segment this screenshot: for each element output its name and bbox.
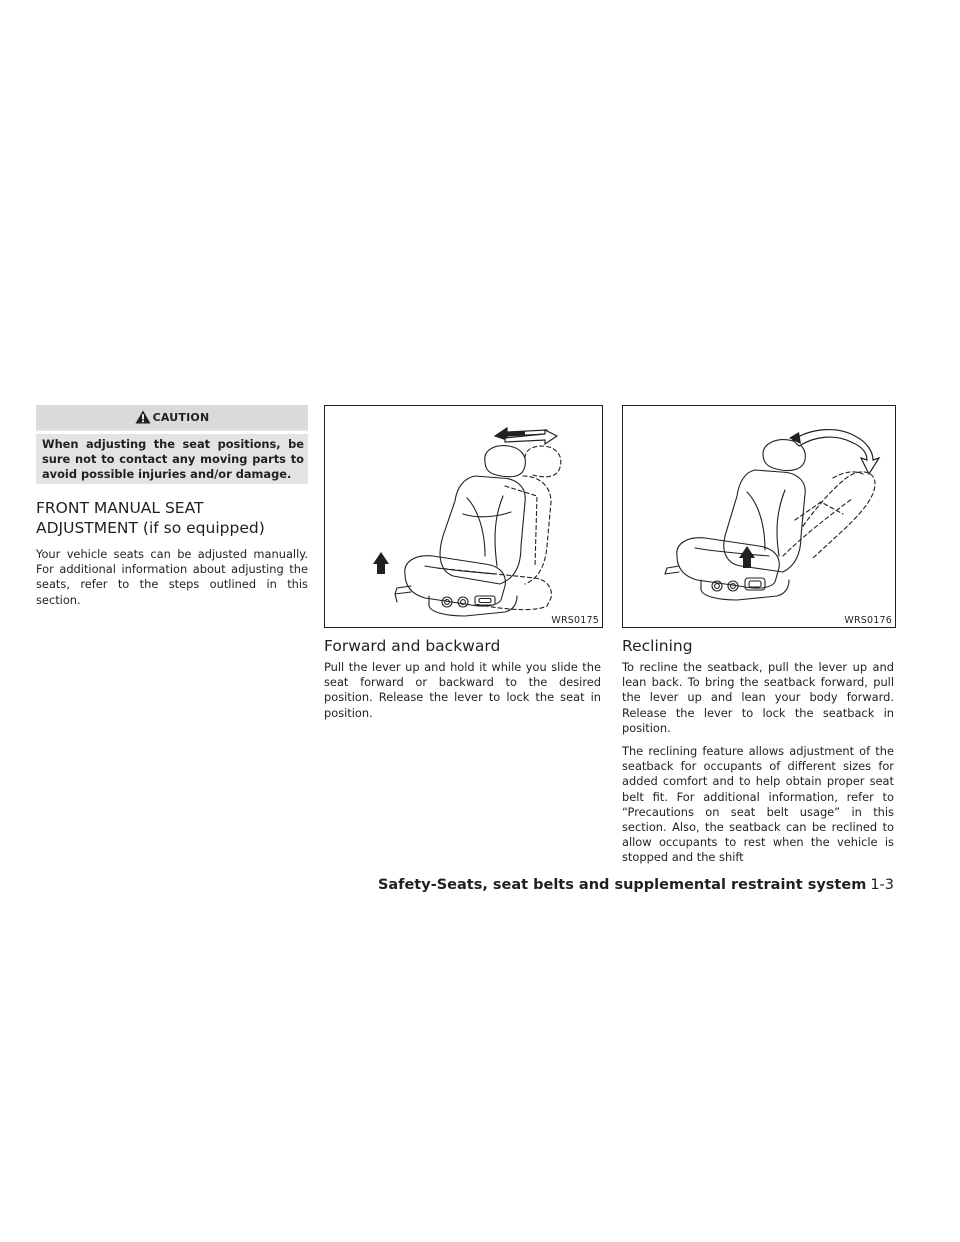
heading-reclining: Reclining xyxy=(622,637,693,655)
forward-column xyxy=(324,660,601,721)
forward-paragraph: Pull the lever up and hold it while you slide the seat forward or backward to the desired position. Release the lever to lock the seat in position. xyxy=(324,660,601,720)
up-arrow-icon xyxy=(739,546,755,568)
section-title-line2: ADJUSTMENT (if so equipped) xyxy=(36,519,265,537)
caution-box xyxy=(36,405,308,484)
reclining-paragraph-1: To recline the seatback, pull the lever up and lean back. To bring the seatback forward, pull the lever up and lean your body forward. Release the lever to lock the seatback in position. xyxy=(622,660,894,735)
seat-recline-illustration xyxy=(623,406,895,627)
caution-heading-text: CAUTION xyxy=(152,410,210,424)
section-title-line1: FRONT MANUAL SEAT xyxy=(36,499,204,517)
page-footer xyxy=(378,877,894,893)
caution-text: When adjusting the seat positions, be sure not to contact any moving parts to avoid possible injuries and/or damage. xyxy=(42,437,304,481)
section-title xyxy=(36,498,316,538)
warning-icon xyxy=(135,410,151,424)
intro-paragraph: Your vehicle seats can be adjusted manually. For additional information about adjusting the seats, refer to the steps outlined in this section. xyxy=(36,547,308,607)
reclining-column xyxy=(622,660,894,866)
recline-arrow-icon xyxy=(789,430,879,474)
figure-forward-backward xyxy=(324,405,603,628)
up-arrow-icon xyxy=(373,552,389,574)
figure-reclining xyxy=(622,405,896,628)
footer-section-title: Safety-Seats, seat belts and supplemental restraint system xyxy=(377,877,867,893)
reclining-paragraph-2: The reclining feature allows adjustment of the seatback for occupants of different sizes for added comfort and to help obtain proper seat belt fit. For additional information, refer to “Precautions on seat belt usage” in this section. Also, the seatback can be reclined to allow occupants to rest when the vehicle is stopped and the shift xyxy=(622,744,894,865)
caution-divider xyxy=(36,431,308,434)
caution-heading xyxy=(36,405,308,429)
intro-column xyxy=(36,547,308,608)
heading-forward-backward: Forward and backward xyxy=(324,637,501,655)
page-number: 1-3 xyxy=(870,877,894,893)
seat-slide-illustration xyxy=(325,406,602,627)
figure-id: WRS0175 xyxy=(551,615,599,626)
figure-id: WRS0176 xyxy=(844,615,892,626)
slide-arrow-icon xyxy=(495,428,557,444)
